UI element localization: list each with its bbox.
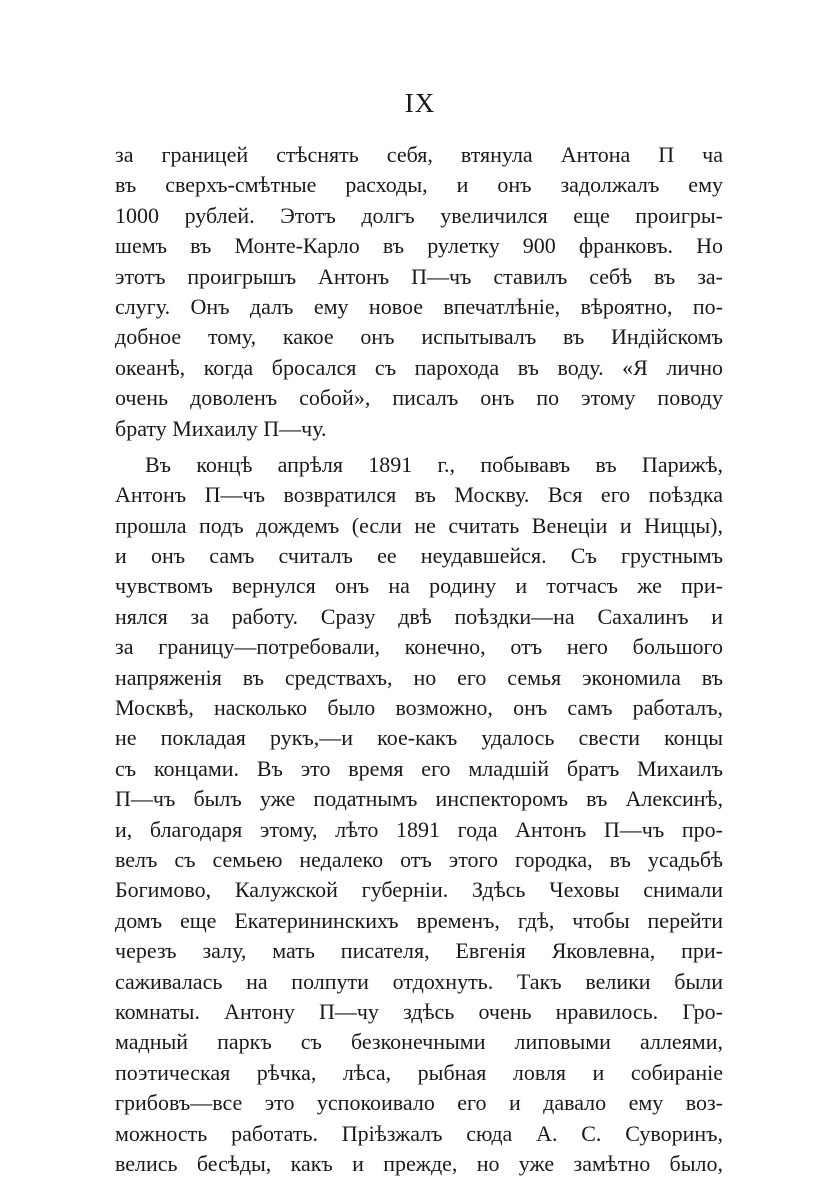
text-line: можность работать. Пріѣзжалъ сюда А. С. Суворинъ, xyxy=(115,1120,723,1146)
text-line: поэтическая рѣчка, лѣса, рыбная ловля и собираніе xyxy=(115,1059,723,1085)
text-line: прошла подъ дождемъ (если не считать Венеціи и Ниццы), xyxy=(115,512,723,538)
text-line: шемъ въ Монте-Карло въ рулетку 900 франковъ. Но xyxy=(115,233,723,259)
body-text xyxy=(115,140,723,1179)
text-line: очень доволенъ собой», писалъ онъ по этому поводу xyxy=(115,385,723,411)
text-line: комнаты. Антону П—чу здѣсь очень нравилось. Гро- xyxy=(115,998,723,1024)
text-line: мадный паркъ съ безконечными липовыми аллеями, xyxy=(115,1029,723,1055)
text-line: въ сверхъ-смѣтные расходы, и онъ задолжалъ ему xyxy=(115,172,723,198)
text-line: океанѣ, когда бросался съ парохода въ воду. «Я лично xyxy=(115,354,723,380)
text-line: велъ съ семьею недалеко отъ этого городка, въ усадьбѣ xyxy=(115,846,723,872)
text-line: за границу—потребовали, конечно, отъ него большого xyxy=(115,634,723,660)
text-line: П—чъ былъ уже податнымъ инспекторомъ въ Алексинѣ, xyxy=(115,786,723,812)
text-line: 1000 рублей. Этотъ долгъ увеличился еще проигры- xyxy=(115,202,723,228)
text-line: черезъ залу, мать писателя, Евгенія Яковлевна, при- xyxy=(115,938,723,964)
text-line: этотъ проигрышъ Антонъ П—чъ ставилъ себѣ въ за- xyxy=(115,263,723,289)
text-line: за границей стѣснять себя, втянула Антона П ча xyxy=(115,142,723,167)
text-line: велись бесѣды, какъ и прежде, но уже замѣтно было, xyxy=(115,1150,723,1176)
text-line: Богимово, Калужской губерніи. Здѣсь Чеховы снимали xyxy=(115,877,723,903)
text-line: не покладая рукъ,—и кое-какъ удалось свести концы xyxy=(115,725,723,751)
text-line: нялся за работу. Сразу двѣ поѣздки—на Сахалинъ и xyxy=(115,603,723,629)
text-line: брату Михаилу П—чу. xyxy=(115,415,327,441)
text-line: Москвѣ, насколько было возможно, онъ самъ работалъ, xyxy=(115,695,723,721)
text-line: добное тому, какое онъ испытывалъ въ Индійскомъ xyxy=(115,324,723,350)
text-line: слугу. Онъ далъ ему новое впечатлѣніе, вѣроятно, по- xyxy=(115,293,723,319)
paragraph-2 xyxy=(115,450,723,1179)
text-line: и онъ самъ считалъ ее неудавшейся. Съ грустнымъ xyxy=(115,543,723,569)
text-line: грибовъ—все это успокоивало его и давало ему воз- xyxy=(115,1090,723,1116)
text-line: и, благодаря этому, лѣто 1891 года Антонъ П—чъ про- xyxy=(115,816,723,842)
text-line: чувствомъ вернулся онъ на родину и тотчасъ же при- xyxy=(115,573,723,599)
text-line: Въ концѣ апрѣля 1891 г., побывавъ въ Парижѣ, xyxy=(145,451,723,477)
paragraph-1 xyxy=(115,140,723,444)
text-line: Антонъ П—чъ возвратился въ Москву. Вся его поѣздка xyxy=(115,482,723,508)
text-line: саживалась на полпути отдохнуть. Такъ велики были xyxy=(115,968,723,994)
page-number: IX xyxy=(404,88,436,118)
text-line: напряженія въ средствахъ, но его семья экономила въ xyxy=(115,664,723,690)
text-line: домъ еще Екатерининскихъ временъ, гдѣ, чтобы перейти xyxy=(115,907,723,933)
text-line: съ концами. Въ это время его младшій братъ Михаилъ xyxy=(115,755,723,781)
